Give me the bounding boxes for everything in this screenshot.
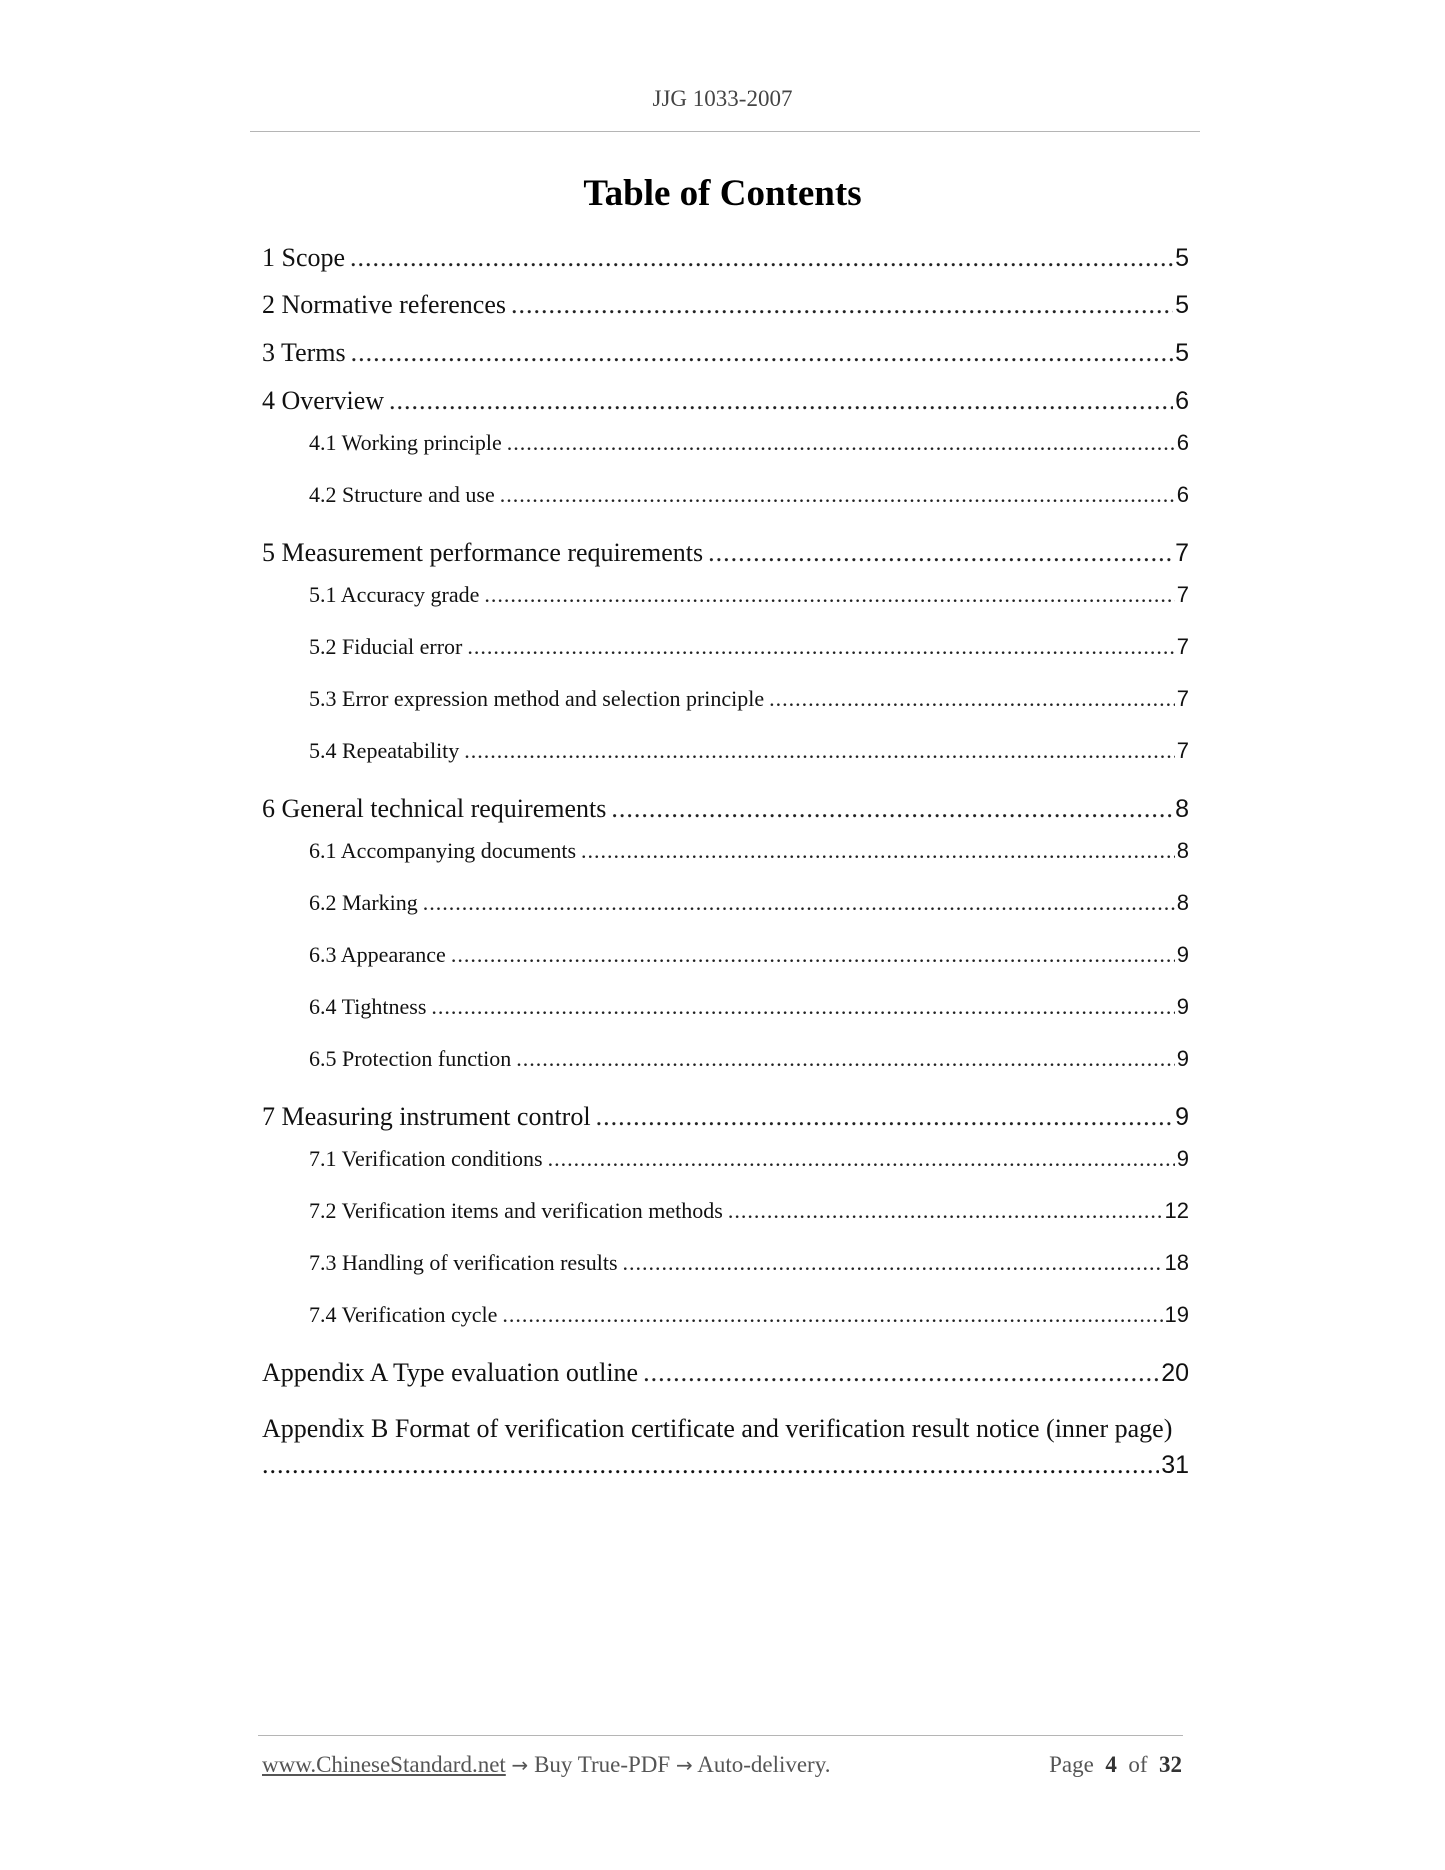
toc-page-number: 7 xyxy=(1175,539,1189,567)
toc-entry-label: 3 Terms xyxy=(262,338,346,367)
toc-page-number: 20 xyxy=(1161,1359,1189,1387)
toc-entry-label: 6.4 Tightness xyxy=(309,994,427,1019)
toc-entry-label: 5.3 Error expression method and selection principle xyxy=(309,686,765,711)
toc-page-number: 6 xyxy=(1176,482,1189,507)
toc-page-number: 7 xyxy=(1176,738,1189,763)
toc-entry[interactable] xyxy=(262,1250,1189,1280)
toc-entry-label: 2 Normative references xyxy=(262,290,506,319)
dot-leader xyxy=(500,482,1175,508)
toc-entry[interactable] xyxy=(262,482,1189,512)
toc-entry[interactable] xyxy=(262,1102,1189,1136)
toc-page-number: 6 xyxy=(1176,430,1189,455)
toc-entry[interactable] xyxy=(262,1146,1189,1176)
dot-leader xyxy=(262,1450,1159,1480)
total-pages: 32 xyxy=(1159,1752,1182,1777)
toc-page-number: 31 xyxy=(1161,1451,1189,1479)
buy-pdf-text: Buy True-PDF xyxy=(534,1752,671,1777)
dot-leader xyxy=(464,738,1174,764)
toc-entry-label: 4.1 Working principle xyxy=(309,430,502,455)
dot-leader xyxy=(389,386,1173,416)
toc-entry[interactable] xyxy=(262,386,1189,420)
toc-entry[interactable] xyxy=(262,338,1189,372)
toc-entry[interactable] xyxy=(262,738,1189,768)
document-code-header: JJG 1033-2007 xyxy=(652,86,793,111)
toc-entry[interactable] xyxy=(262,634,1189,664)
dot-leader xyxy=(623,1250,1163,1276)
dot-leader xyxy=(596,1102,1174,1132)
header-divider xyxy=(250,131,1200,132)
dot-leader xyxy=(351,338,1173,368)
dot-leader xyxy=(769,686,1175,712)
dot-leader xyxy=(511,290,1173,320)
dot-leader xyxy=(431,994,1174,1020)
toc-page-number: 12 xyxy=(1164,1198,1189,1223)
toc-entry[interactable] xyxy=(262,582,1189,612)
toc-entry-label: 5.1 Accuracy grade xyxy=(309,582,480,607)
toc-page-number: 9 xyxy=(1176,942,1189,967)
toc-entry-label: 6 General technical requirements xyxy=(262,794,607,823)
toc-page-number: 7 xyxy=(1176,634,1189,659)
toc-entry-label: 7.4 Verification cycle xyxy=(309,1302,498,1327)
toc-entry[interactable] xyxy=(262,686,1189,716)
toc-page-number: 9 xyxy=(1176,1146,1189,1171)
toc-page-number: 8 xyxy=(1176,890,1189,915)
auto-delivery-text: Auto-delivery. xyxy=(697,1752,831,1777)
toc-entry[interactable] xyxy=(262,942,1189,972)
current-page-number: 4 xyxy=(1105,1752,1117,1777)
page-word: Page xyxy=(1049,1752,1094,1777)
toc-entry[interactable] xyxy=(262,538,1189,572)
toc-entry[interactable] xyxy=(262,243,1189,277)
toc-page-number: 5 xyxy=(1175,291,1189,319)
toc-page-number: 8 xyxy=(1175,795,1189,823)
toc-page-number: 19 xyxy=(1164,1302,1189,1327)
dot-leader xyxy=(728,1198,1163,1224)
toc-entry[interactable] xyxy=(262,1358,1189,1392)
toc-entry-appendix-b-label[interactable]: Appendix B Format of verification certificate and verification result notice (inner page) xyxy=(262,1414,1173,1443)
dot-leader xyxy=(516,1046,1175,1072)
of-word: of xyxy=(1128,1752,1148,1777)
toc-page-number: 9 xyxy=(1176,994,1189,1019)
dot-leader xyxy=(484,582,1174,608)
footer-divider xyxy=(258,1735,1183,1736)
dot-leader xyxy=(451,942,1175,968)
dot-leader xyxy=(643,1358,1159,1388)
page-footer xyxy=(262,1752,1182,1778)
website-link[interactable]: www.ChineseStandard.net xyxy=(262,1752,506,1777)
page-title: Table of Contents xyxy=(583,173,862,214)
toc-page-number: 6 xyxy=(1175,387,1189,415)
page-counter xyxy=(1049,1752,1182,1778)
toc-entry-label: 5 Measurement performance requirements xyxy=(262,538,704,567)
toc-entry-label: 4 Overview xyxy=(262,386,385,415)
toc-entry-label: 7.2 Verification items and verification methods xyxy=(309,1198,723,1223)
toc-page-number: 18 xyxy=(1164,1250,1189,1275)
toc-page-number: 8 xyxy=(1176,838,1189,863)
dot-leader xyxy=(423,890,1175,916)
toc-entry-label: 6.5 Protection function xyxy=(309,1046,512,1071)
toc-page-number: 5 xyxy=(1175,244,1189,272)
toc-entry[interactable] xyxy=(262,890,1189,920)
toc-page-number: 9 xyxy=(1176,1046,1189,1071)
toc-entry-label: 6.1 Accompanying documents xyxy=(309,838,577,863)
toc-entry-label: 5.2 Fiducial error xyxy=(309,634,463,659)
toc-entry-label: 4.2 Structure and use xyxy=(309,482,495,507)
toc-entry[interactable] xyxy=(262,838,1189,868)
toc-entry-label: 6.2 Marking xyxy=(309,890,418,915)
toc-page-number: 5 xyxy=(1175,339,1189,367)
dot-leader xyxy=(502,1302,1162,1328)
toc-entry-label: 6.3 Appearance xyxy=(309,942,446,967)
arrow-right-icon: → xyxy=(511,1753,529,1777)
toc-entry-label: Appendix A Type evaluation outline xyxy=(262,1358,639,1387)
dot-leader xyxy=(548,1146,1175,1172)
dot-leader xyxy=(581,838,1175,864)
dot-leader xyxy=(708,538,1173,568)
dot-leader xyxy=(611,794,1173,824)
toc-entry[interactable] xyxy=(262,290,1189,324)
toc-page-number: 9 xyxy=(1175,1103,1189,1131)
toc-page-number: 7 xyxy=(1176,582,1189,607)
toc-entry-appendix-b-leader[interactable] xyxy=(262,1450,1189,1480)
toc-entry[interactable] xyxy=(262,1046,1189,1076)
toc-entry-label: 7.3 Handling of verification results xyxy=(309,1250,618,1275)
toc-entry[interactable] xyxy=(262,430,1189,460)
dot-leader xyxy=(467,634,1174,660)
toc-entry-label: 5.4 Repeatability xyxy=(309,738,460,763)
arrow-right-icon: → xyxy=(675,1753,693,1777)
toc-entry-label: 7 Measuring instrument control xyxy=(262,1102,591,1131)
toc-entry[interactable] xyxy=(262,1302,1189,1332)
toc-entry-label: 1 Scope xyxy=(262,243,346,272)
toc-entry[interactable] xyxy=(262,994,1189,1024)
toc-entry[interactable] xyxy=(262,794,1189,828)
toc-entry[interactable] xyxy=(262,1198,1189,1228)
dot-leader xyxy=(350,243,1173,273)
toc-page-number: 7 xyxy=(1176,686,1189,711)
toc-entry-label: 7.1 Verification conditions xyxy=(309,1146,543,1171)
dot-leader xyxy=(507,430,1175,456)
